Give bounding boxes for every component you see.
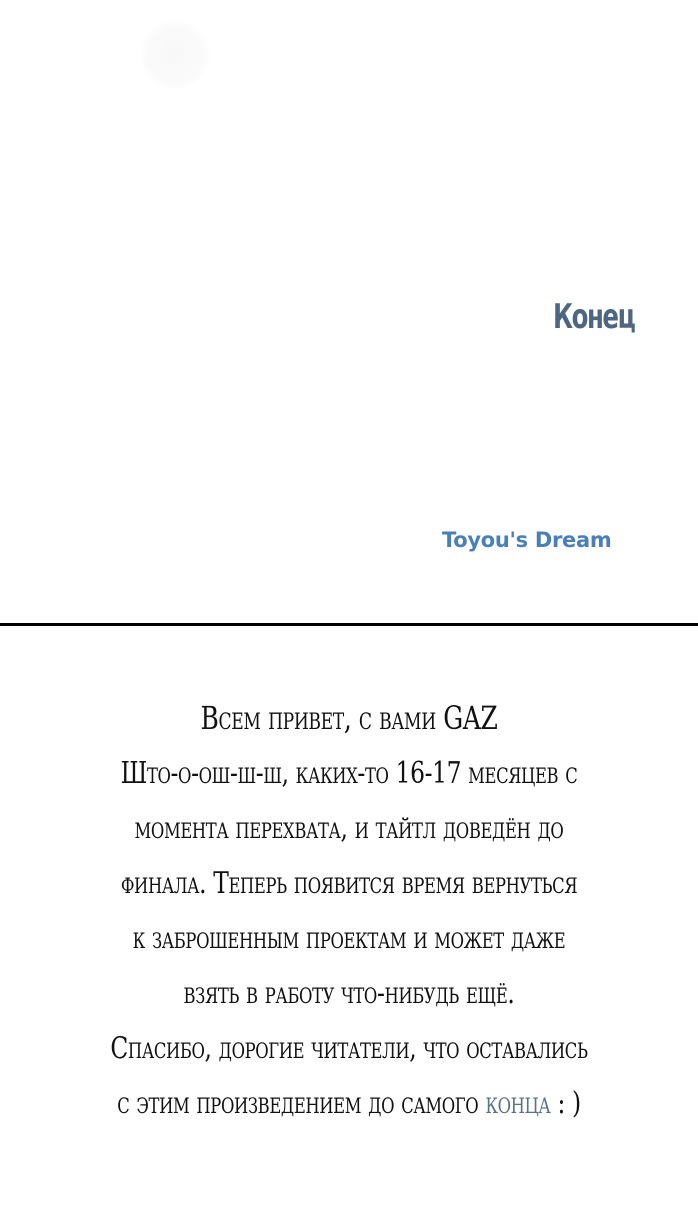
note-highlight-word: конца <box>485 1086 551 1121</box>
note-line-5: взять в работу что-нибудь ещё. <box>183 976 515 1011</box>
watermark-logo-icon <box>140 20 210 90</box>
note-line-4: к заброшенным проектам и может даже <box>132 921 566 956</box>
end-title: Конец <box>553 297 635 337</box>
note-line-6: Спасибо, дорогие читатели, что оставались <box>110 1031 588 1066</box>
note-line-3: финала. Теперь появится время вернуться <box>120 866 578 901</box>
translator-note <box>0 690 698 1131</box>
note-greeting: Всем привет, с вами GAZ <box>200 699 498 737</box>
divider-line <box>0 623 698 626</box>
note-line-7-text: с этим произведением до самого <box>117 1086 486 1121</box>
note-line-2: момента перехвата, и тайтл доведён до <box>134 811 564 846</box>
note-line-7 <box>77 1076 621 1131</box>
brand-logo-text: Toyou's Dream <box>442 528 612 552</box>
note-line-1: Што-о-ош-ш-ш, каких-то 16-17 месяцев с <box>120 756 578 791</box>
note-smiley: : ) <box>550 1086 581 1121</box>
